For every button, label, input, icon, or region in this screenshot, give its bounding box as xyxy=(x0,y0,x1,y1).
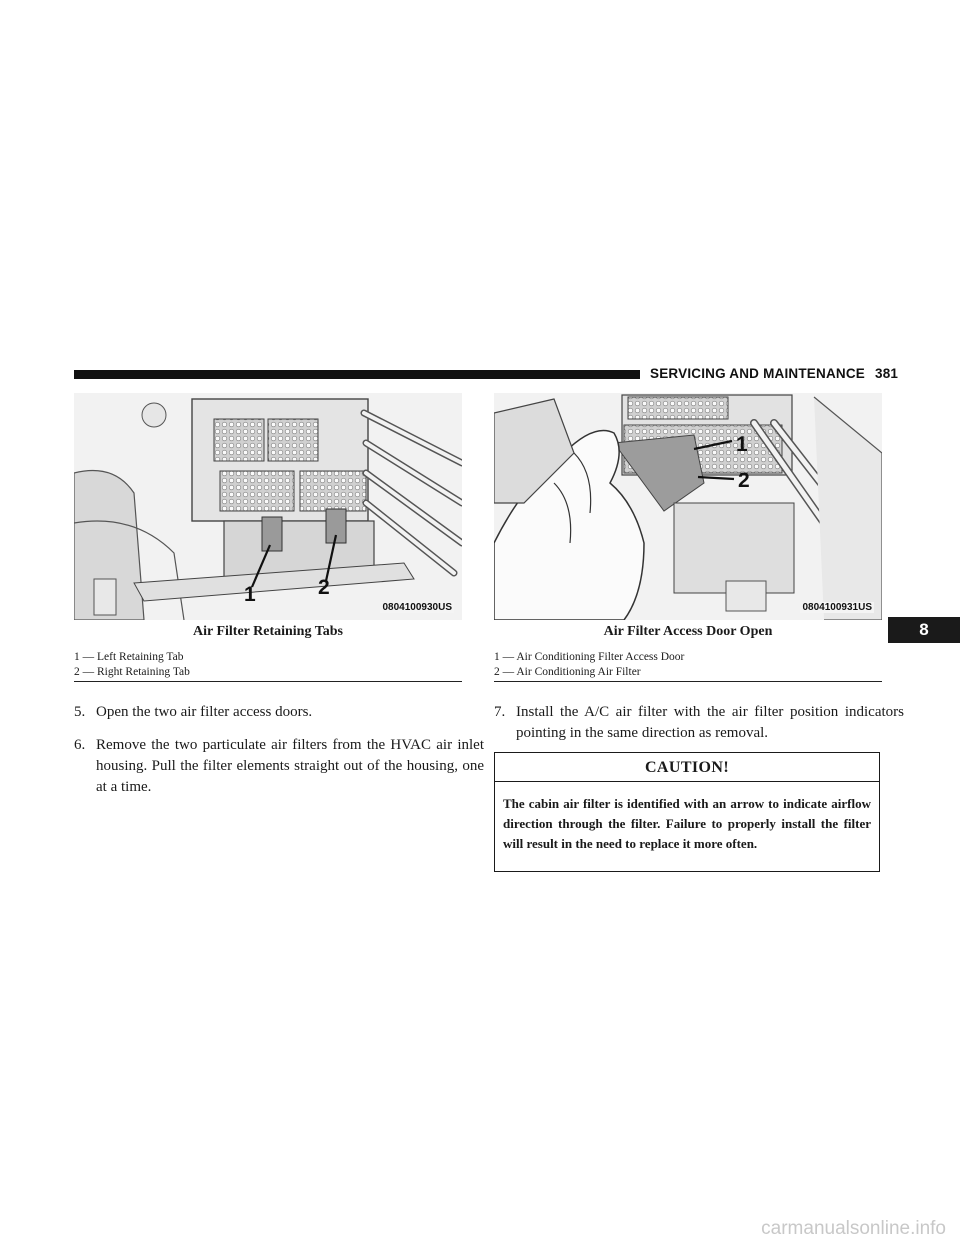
legend-item: 2 — Air Conditioning Air Filter xyxy=(494,666,641,678)
callout-1: 1 xyxy=(244,583,256,606)
step-number: 6. xyxy=(74,737,86,753)
step-number: 7. xyxy=(494,704,506,720)
legend-divider xyxy=(494,681,882,682)
callout-1: 1 xyxy=(736,433,748,456)
figure-caption: Air Filter Retaining Tabs xyxy=(192,624,343,639)
caution-body: The cabin air filter is identified with an arrow to indicate airflow direction through the filter. Failure to properly install the filter will result in the need to replace it more often. xyxy=(503,796,871,851)
legend-item: 1 — Left Retaining Tab xyxy=(74,651,184,663)
running-header xyxy=(650,366,898,381)
figure-code: 0804100931US xyxy=(802,602,872,613)
access-door-illustration xyxy=(494,393,882,620)
step-text: Remove the two particulate air filters from the HVAC air inlet housing. Pull the filter elements straight out of the housing, one at a time. xyxy=(96,737,484,795)
caution-title: CAUTION! xyxy=(495,753,879,782)
caution-box xyxy=(494,752,880,872)
step-5 xyxy=(74,702,484,723)
retaining-tabs-illustration xyxy=(74,393,462,620)
callout-2: 2 xyxy=(738,469,750,492)
figure-caption: Air Filter Access Door Open xyxy=(603,624,773,639)
chapter-tab: 8 xyxy=(888,617,960,643)
figure-legend xyxy=(74,650,462,680)
legend-item: 2 — Right Retaining Tab xyxy=(74,666,190,678)
figure-retaining-tabs xyxy=(74,393,462,620)
step-text: Open the two air filter access doors. xyxy=(96,704,313,720)
header-bar xyxy=(74,370,640,379)
section-title: SERVICING AND MAINTENANCE xyxy=(650,366,866,381)
step-7 xyxy=(494,702,904,744)
step-6 xyxy=(74,735,484,798)
page-number: 381 xyxy=(875,366,899,381)
figure-legend xyxy=(494,650,882,680)
legend-divider xyxy=(74,681,462,682)
step-number: 5. xyxy=(74,704,86,720)
figure-access-door xyxy=(494,393,882,620)
step-text: Install the A/C air filter with the air filter position indicators pointing in the same direction as removal. xyxy=(516,704,904,741)
callout-2: 2 xyxy=(318,576,330,599)
legend-item: 1 — Air Conditioning Filter Access Door xyxy=(494,651,685,663)
figure-code: 0804100930US xyxy=(382,602,452,613)
watermark: carmanualsonline.info xyxy=(761,1218,946,1239)
